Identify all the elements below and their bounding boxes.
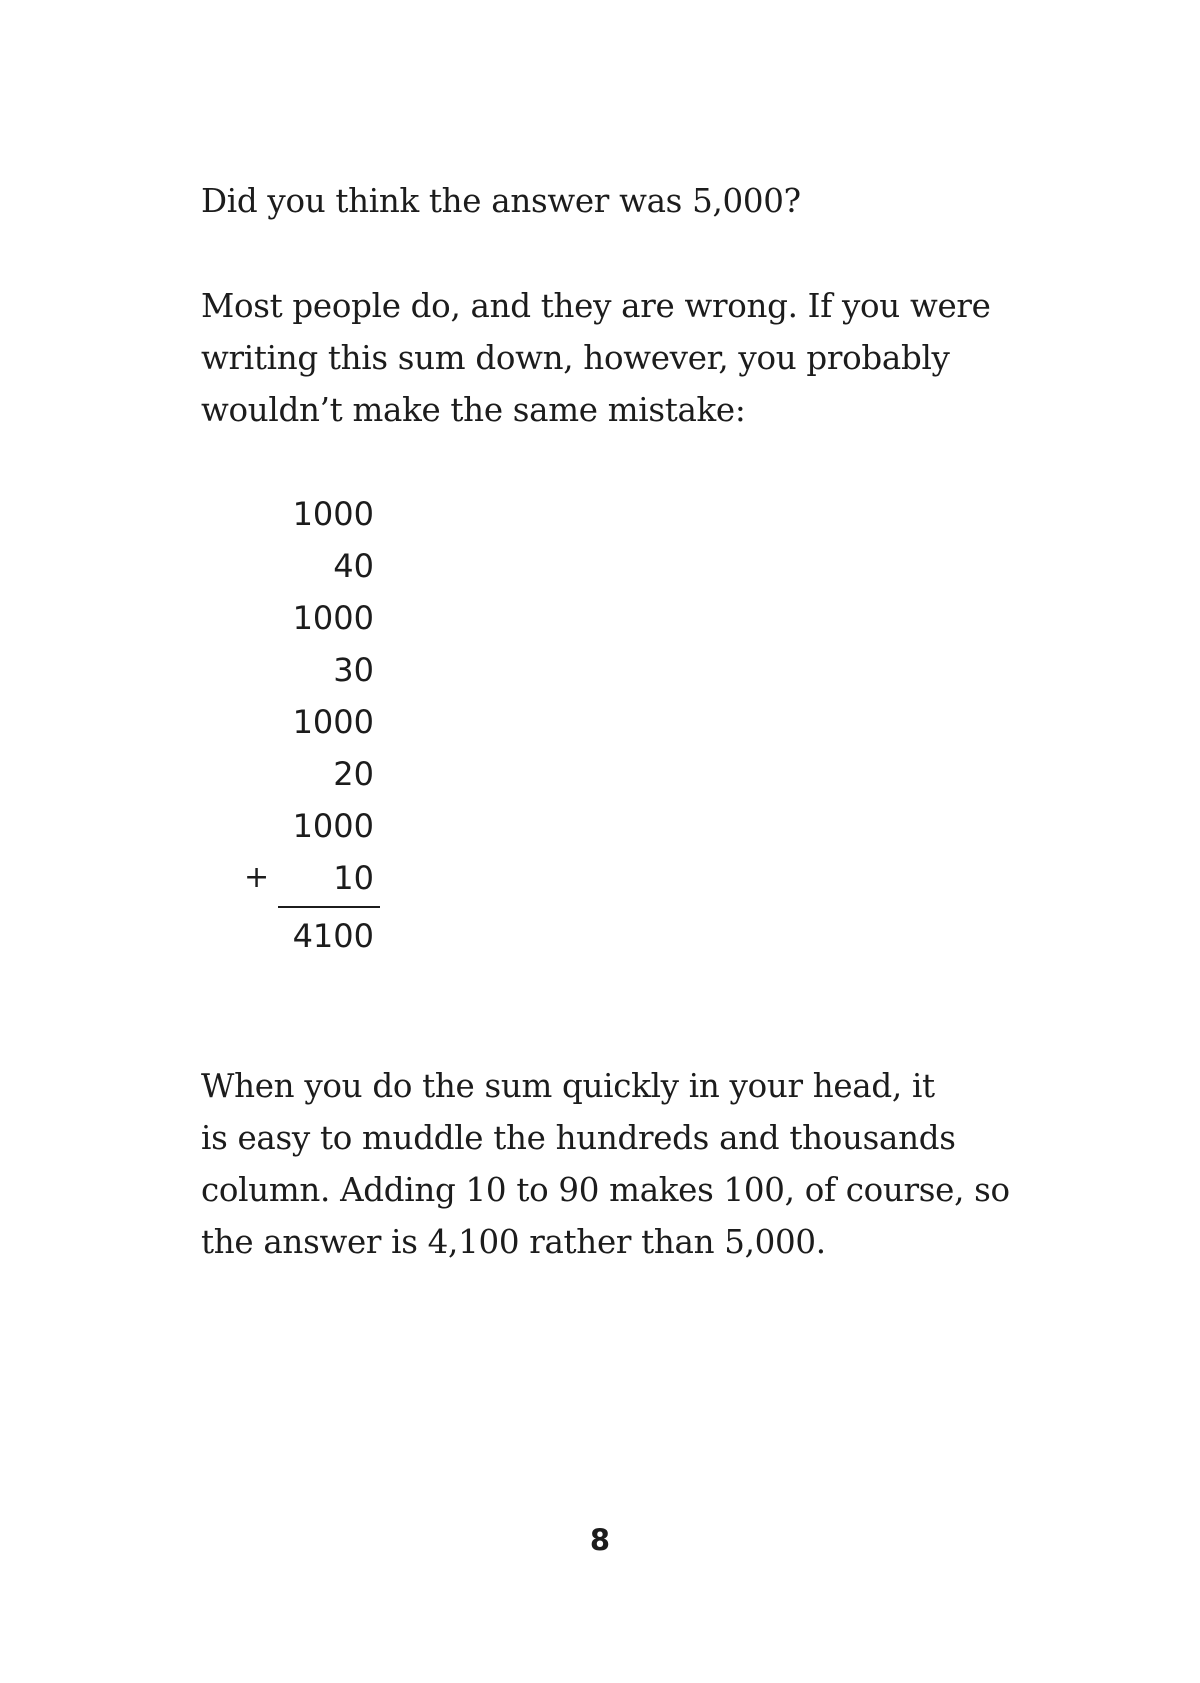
plus-sign: +: [244, 860, 270, 895]
addend: 1000: [292, 703, 374, 741]
explanation-paragraph: [201, 280, 1061, 436]
text-line: column. Adding 10 to 90 makes 100, of course, so: [201, 1171, 1010, 1209]
sum-total: 4100: [292, 917, 374, 955]
addend: 40: [333, 547, 374, 585]
text-line: writing this sum down, however, you probably: [201, 339, 950, 377]
addend: 1000: [292, 495, 374, 533]
addend: 30: [333, 651, 374, 689]
addend: 1000: [292, 807, 374, 845]
page-number: 8: [589, 1523, 611, 1557]
last-addend-row: [230, 852, 380, 904]
text-line: the answer is 4,100 rather than 5,000.: [201, 1223, 826, 1261]
addend: 20: [333, 755, 374, 793]
conclusion-paragraph: [201, 1060, 1061, 1268]
text-line: wouldn’t make the same mistake:: [201, 391, 746, 429]
text-line: Most people do, and they are wrong. If you were: [201, 287, 991, 325]
column-addition: [230, 488, 380, 964]
text-line: is easy to muddle the hundreds and thousands: [201, 1119, 956, 1157]
text-line: Did you think the answer was 5,000?: [201, 182, 801, 220]
addend: 1000: [292, 599, 374, 637]
question-paragraph: [201, 175, 1061, 227]
text-line: When you do the sum quickly in your head, it: [201, 1067, 935, 1105]
addend: 10: [333, 859, 374, 897]
